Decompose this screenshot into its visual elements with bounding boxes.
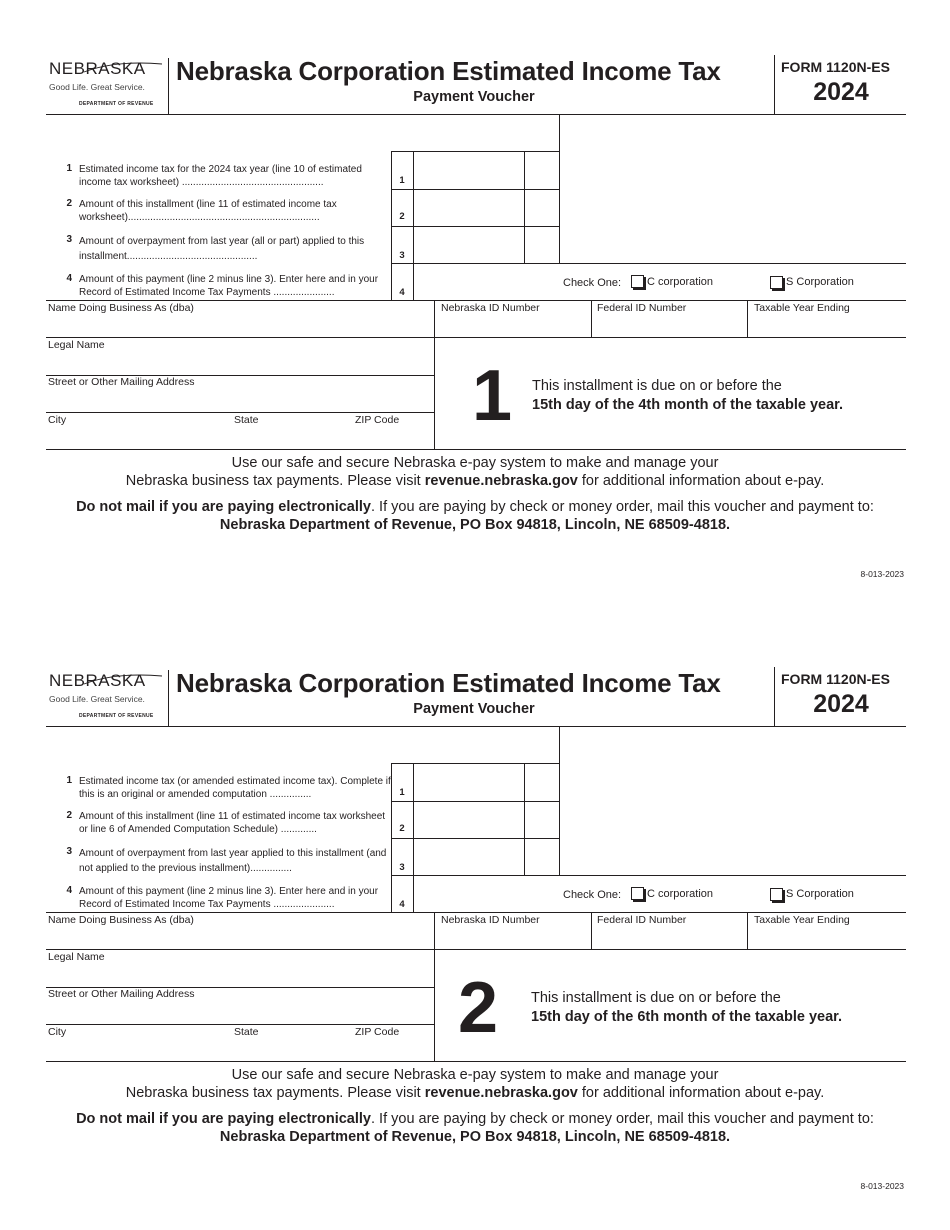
name-dba-field[interactable] xyxy=(47,314,433,336)
form-year: 2024 xyxy=(813,690,869,718)
zip-label: ZIP Code xyxy=(355,414,400,426)
s-corporation-label: S Corporation xyxy=(786,888,854,900)
form-code: 8-013-2023 xyxy=(860,1181,904,1191)
line-2-box-number: 2 xyxy=(399,211,405,222)
line-1-box-number: 1 xyxy=(399,175,405,186)
check-one-label: Check One: xyxy=(563,277,622,289)
taxable-year-field[interactable] xyxy=(748,314,905,336)
s-corporation-checkbox[interactable] xyxy=(770,276,783,289)
epay-paragraph xyxy=(0,454,950,490)
check-one-label: Check One: xyxy=(563,889,622,901)
form-number: FORM 1120N-ES xyxy=(781,671,890,687)
line-2-cents-input[interactable] xyxy=(525,190,558,225)
form-code: 8-013-2023 xyxy=(860,569,904,579)
logo-tagline: Good Life. Great Service. xyxy=(49,694,145,704)
line-1-dollars-input[interactable] xyxy=(414,764,524,800)
line-1-text: Estimated income tax (or amended estimated income tax). Complete if this is an original or amended computation ............... xyxy=(79,776,391,800)
name-dba-field[interactable] xyxy=(47,926,433,948)
line-2-number: 2 xyxy=(66,198,72,209)
due-date-text: This installment is due on or before the xyxy=(531,990,781,1006)
epay-paragraph xyxy=(0,1066,950,1102)
federal-id-field[interactable] xyxy=(592,926,746,948)
nebraska-logo xyxy=(46,670,169,726)
line-3-box-number: 3 xyxy=(399,862,405,873)
epay-line-2-end: for additional information about e-pay. xyxy=(577,1085,825,1101)
taxable-year-field[interactable] xyxy=(748,926,905,948)
name-dba-label: Name Doing Business As (dba) xyxy=(48,302,194,314)
name-dba-label: Name Doing Business As (dba) xyxy=(48,914,194,926)
line-2-dollars-input[interactable] xyxy=(414,802,524,837)
line-2-cents-input[interactable] xyxy=(525,802,558,837)
line-3-number: 3 xyxy=(66,846,72,857)
form-year: 2024 xyxy=(813,78,869,106)
c-corporation-label: C corporation xyxy=(647,888,714,900)
epay-line-1: Use our safe and secure Nebraska e-pay system to make and manage your xyxy=(231,1067,719,1083)
due-date-rule: 15th day of the 4th month of the taxable year. xyxy=(532,397,844,413)
line-2-text: Amount of this installment (line 11 of estimated income tax worksheet)..................................................................... xyxy=(79,199,337,223)
form-title: Nebraska Corporation Estimated Income Tax xyxy=(176,56,721,86)
due-date-rule: 15th day of the 6th month of the taxable year. xyxy=(531,1009,843,1025)
s-corporation-label: S Corporation xyxy=(786,276,854,288)
federal-id-label: Federal ID Number xyxy=(597,302,687,314)
installment-number: 2 xyxy=(458,968,499,1048)
form-id-box xyxy=(774,55,907,114)
form-title: Nebraska Corporation Estimated Income Tax xyxy=(176,668,721,698)
street-label: Street or Other Mailing Address xyxy=(48,988,195,1000)
city-label: City xyxy=(48,414,67,426)
s-corporation-checkbox[interactable] xyxy=(770,888,783,901)
form-subtitle: Payment Voucher xyxy=(413,89,535,105)
line-3-box-number: 3 xyxy=(399,250,405,261)
street-label: Street or Other Mailing Address xyxy=(48,376,195,388)
line-1-number: 1 xyxy=(66,163,72,174)
epay-website-link[interactable]: revenue.nebraska.gov xyxy=(424,473,578,489)
line-4-number: 4 xyxy=(66,273,72,284)
mailing-address: Nebraska Department of Revenue, PO Box 94818, Lincoln, NE 68509-4818. xyxy=(219,1129,731,1145)
nebraska-id-label: Nebraska ID Number xyxy=(441,914,540,926)
logo-wordmark: NEBRASKA xyxy=(49,671,146,690)
epay-website-link[interactable]: revenue.nebraska.gov xyxy=(424,1085,578,1101)
installment-number: 1 xyxy=(472,356,513,436)
c-corporation-checkbox[interactable] xyxy=(631,887,644,900)
do-not-mail-warning: Do not mail if you are paying electronically xyxy=(76,499,371,515)
street-field[interactable] xyxy=(47,389,433,411)
zip-field[interactable] xyxy=(354,1038,433,1060)
line-1-cents-input[interactable] xyxy=(525,764,558,800)
form-subtitle: Payment Voucher xyxy=(413,701,535,717)
line-1-cents-input[interactable] xyxy=(525,152,558,188)
street-field[interactable] xyxy=(47,1001,433,1023)
federal-id-field[interactable] xyxy=(592,314,746,336)
line-1-number: 1 xyxy=(66,775,72,786)
logo-department: DEPARTMENT OF REVENUE xyxy=(79,101,154,107)
line-3-cents-input[interactable] xyxy=(525,227,558,262)
do-not-mail-warning: Do not mail if you are paying electronically xyxy=(76,1111,371,1127)
city-field[interactable] xyxy=(47,1038,232,1060)
voucher-installment-1 xyxy=(0,0,950,600)
legal-name-label: Legal Name xyxy=(48,339,105,351)
c-corporation-label: C corporation xyxy=(647,276,714,288)
line-3-text: Amount of overpayment from last year (all or part) applied to this installment............................................... xyxy=(79,236,365,262)
form-id-box xyxy=(774,667,907,726)
state-field[interactable] xyxy=(233,1038,353,1060)
voucher-installment-2 xyxy=(0,612,950,1212)
epay-line-2-start: Nebraska business tax payments. Please visit xyxy=(125,1085,425,1101)
legal-name-label: Legal Name xyxy=(48,951,105,963)
line-1-box-number: 1 xyxy=(399,787,405,798)
line-2-box-number: 2 xyxy=(399,823,405,834)
logo-wordmark: NEBRASKA xyxy=(49,59,146,78)
line-4-box-number: 4 xyxy=(399,899,405,910)
mailing-paragraph xyxy=(0,498,950,534)
nebraska-id-field[interactable] xyxy=(435,314,590,336)
state-label: State xyxy=(234,414,259,426)
line-4-amount-input[interactable] xyxy=(414,264,558,299)
nebraska-id-label: Nebraska ID Number xyxy=(441,302,540,314)
zip-field[interactable] xyxy=(354,426,433,448)
state-label: State xyxy=(234,1026,259,1038)
epay-line-1: Use our safe and secure Nebraska e-pay system to make and manage your xyxy=(231,455,719,471)
federal-id-label: Federal ID Number xyxy=(597,914,687,926)
due-date-text: This installment is due on or before the xyxy=(532,378,782,394)
mailing-instruction: . If you are paying by check or money order, mail this voucher and payment to: xyxy=(370,499,874,515)
mailing-instruction: . If you are paying by check or money order, mail this voucher and payment to: xyxy=(370,1111,874,1127)
line-1-text: Estimated income tax for the 2024 tax year (line 10 of estimated income tax worksheet) ................................................... xyxy=(79,164,362,188)
line-4-box-number: 4 xyxy=(399,287,405,298)
line-1-dollars-input[interactable] xyxy=(414,152,524,188)
line-4-text: Amount of this payment (line 2 minus line 3). Enter here and in your Record of Estimated Income Tax Payments ...................... xyxy=(79,274,379,298)
line-4-amount-input[interactable] xyxy=(414,876,558,911)
epay-line-2-start: Nebraska business tax payments. Please visit xyxy=(125,473,425,489)
line-4-number: 4 xyxy=(66,885,72,896)
mailing-address: Nebraska Department of Revenue, PO Box 94818, Lincoln, NE 68509-4818. xyxy=(219,517,731,533)
form-number: FORM 1120N-ES xyxy=(781,59,890,75)
line-3-number: 3 xyxy=(66,234,72,245)
state-field[interactable] xyxy=(233,426,353,448)
taxable-year-label: Taxable Year Ending xyxy=(754,914,850,926)
mailing-paragraph xyxy=(0,1110,950,1146)
legal-name-field[interactable] xyxy=(47,964,433,986)
city-label: City xyxy=(48,1026,67,1038)
line-2-text: Amount of this installment (line 11 of estimated income tax worksheet or line 6 of Amended Computation Schedule) ............. xyxy=(79,811,386,835)
taxable-year-label: Taxable Year Ending xyxy=(754,302,850,314)
c-corporation-checkbox[interactable] xyxy=(631,275,644,288)
zip-label: ZIP Code xyxy=(355,1026,400,1038)
logo-tagline: Good Life. Great Service. xyxy=(49,82,145,92)
nebraska-logo xyxy=(46,58,169,114)
epay-line-2-end: for additional information about e-pay. xyxy=(577,473,825,489)
line-2-dollars-input[interactable] xyxy=(414,190,524,225)
logo-department: DEPARTMENT OF REVENUE xyxy=(79,713,154,719)
line-2-number: 2 xyxy=(66,810,72,821)
nebraska-id-field[interactable] xyxy=(435,926,590,948)
line-3-dollars-input[interactable] xyxy=(414,227,524,262)
line-3-text: Amount of overpayment from last year applied to this installment (and not applied to the previous installment)............... xyxy=(79,848,387,874)
city-field[interactable] xyxy=(47,426,232,448)
line-4-text: Amount of this payment (line 2 minus line 3). Enter here and in your Record of Estimated Income Tax Payments ...................... xyxy=(79,886,379,910)
legal-name-field[interactable] xyxy=(47,352,433,374)
line-3-dollars-input[interactable] xyxy=(414,839,524,874)
line-3-cents-input[interactable] xyxy=(525,839,558,874)
